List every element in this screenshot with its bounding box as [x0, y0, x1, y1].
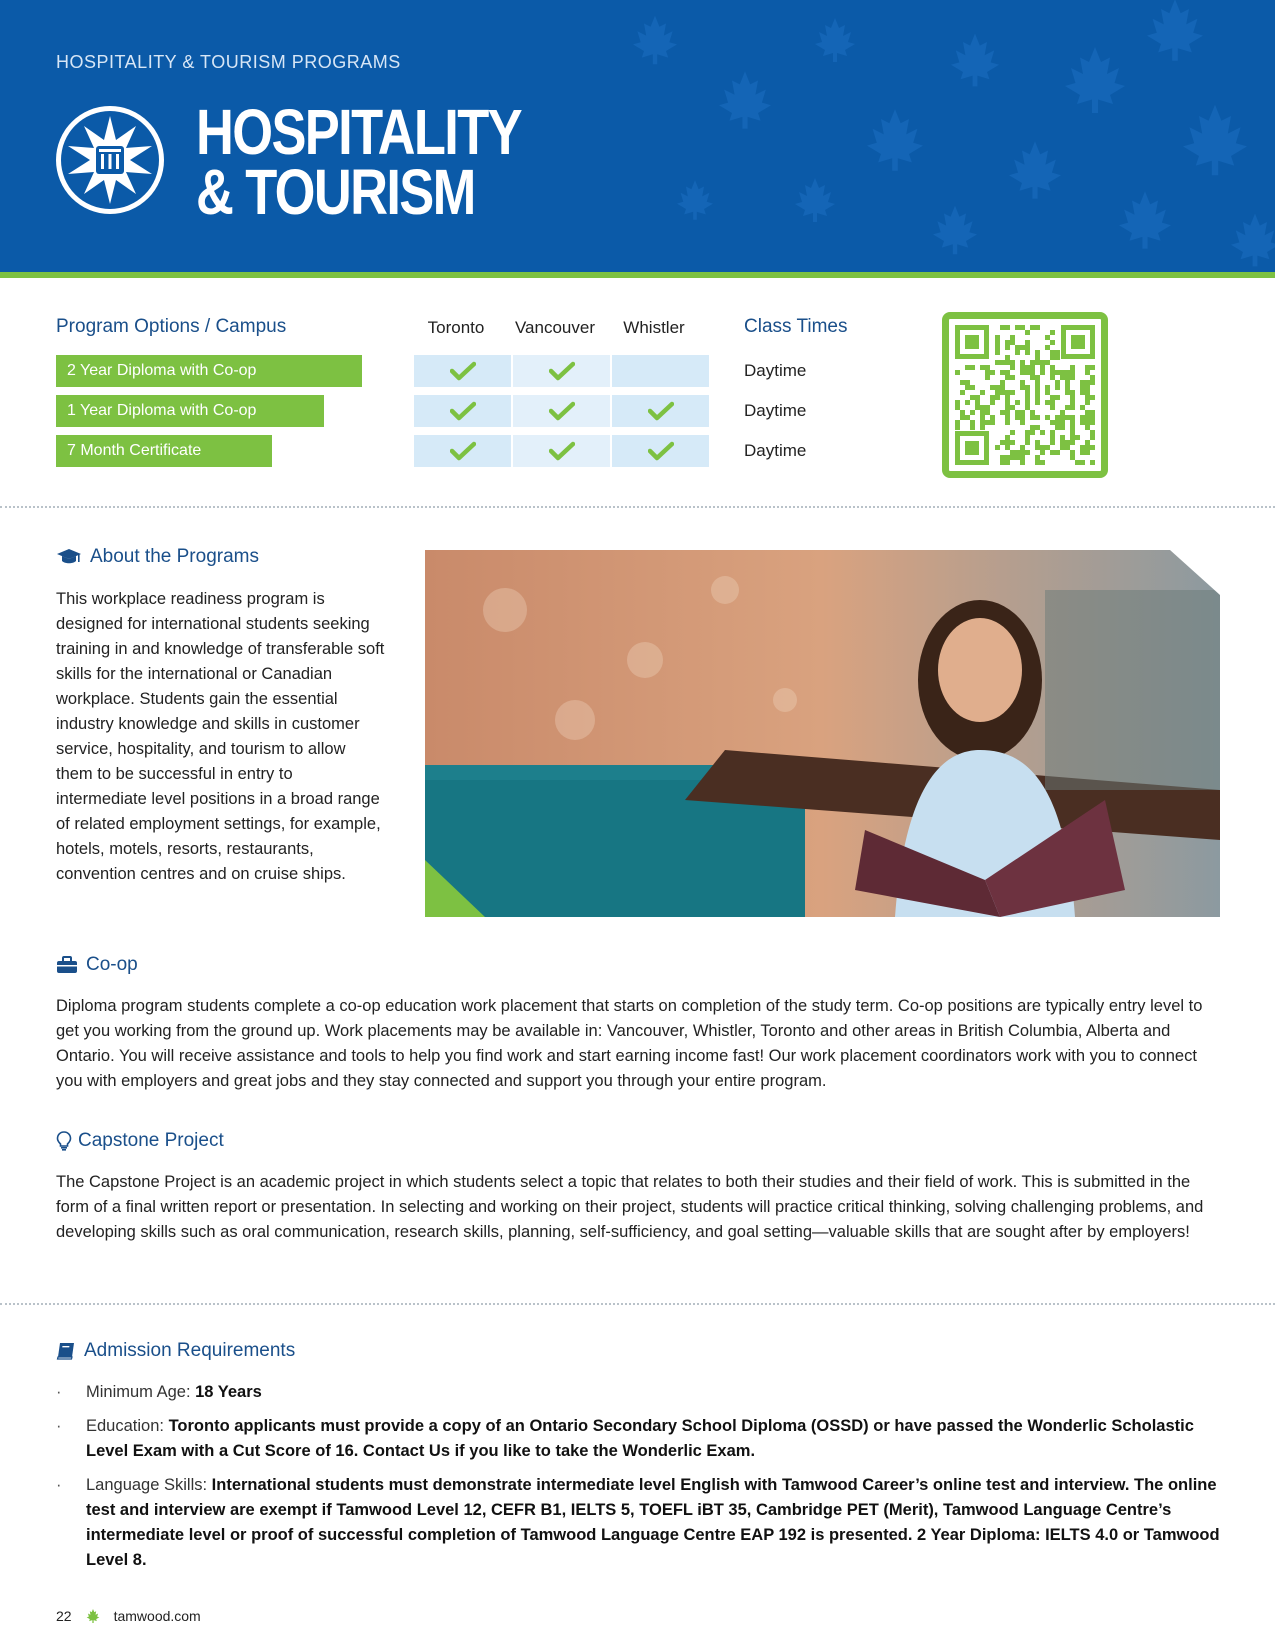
availability-cell-vancouver — [513, 395, 610, 427]
campus-header-toronto: Toronto — [427, 318, 485, 337]
capstone-text: The Capstone Project is an academic project in which students select a topic that relates to both their studies and their field of work. This is submitted in the form of a final written report or presentation. In selecting and working on their project, students will practice critical thinking, solving challenging problems, and developing skills such as oral communication, research skills, planning, self-sufficiency, and goal setting—valuable skills that are sought after by employers! — [56, 1173, 1204, 1241]
bullet: · — [56, 1383, 62, 1401]
availability-cell-vancouver — [513, 435, 610, 467]
coop-heading — [56, 954, 138, 976]
campus-header-vancouver: Vancouver — [514, 318, 595, 337]
availability-cell-toronto — [414, 435, 511, 467]
page-header — [0, 0, 1275, 272]
requirement-value: 18 Years — [195, 1383, 262, 1401]
campus-header-whistler: Whistler — [623, 318, 685, 337]
list-item — [56, 1380, 1226, 1405]
checkmark-icon — [450, 441, 476, 461]
tamwood-emblem-icon — [54, 104, 166, 216]
requirement-label: Education: — [86, 1417, 169, 1435]
program-options-title: Program Options / Campus — [56, 316, 287, 337]
section-divider — [0, 1303, 1275, 1305]
class-time: Daytime — [744, 401, 807, 420]
lightbulb-icon — [56, 1131, 72, 1151]
requirement-label: Language Skills: — [86, 1476, 212, 1494]
checkmark-icon — [648, 441, 674, 461]
qr-code-icon[interactable] — [942, 312, 1108, 478]
bullet: · — [56, 1417, 62, 1435]
program-option-bar: 1 Year Diploma with Co-op — [56, 395, 324, 427]
footer-site-link[interactable]: tamwood.com — [113, 1608, 201, 1624]
about-text: This workplace readiness program is designed for international students seeking training in and knowledge of transferable soft skills for the international or Canadian workplace. Students gain the essential industry knowledge and skills in customer service, hospitality, and tourism to allow them to be successful in entry to intermediate level positions in a broad range of related employment settings, for example, hotels, motels, resorts, restaurants, convention centres and on cruise ships. — [56, 590, 385, 883]
class-times-title: Class Times — [744, 316, 848, 337]
program-option-bar: 2 Year Diploma with Co-op — [56, 355, 362, 387]
requirement-label: Minimum Age: — [86, 1383, 196, 1401]
page-title-line1: HOSPITALITY — [196, 96, 522, 168]
availability-cell-whistler — [612, 395, 709, 427]
admission-heading — [56, 1340, 295, 1362]
coop-text: Diploma program students complete a co-op education work placement that starts on completion of the study term. Co-op positions are typically entry level to get you working from the ground up. Work placements may be available in: Vancouver, Whistler, Toronto and other areas in British Columbia, Alberta and Ontario. You will receive assistance and tools to help you find work and start earning income fast! Our work placement coordinators work with you to connect you with employers and great jobs and they stay connected and support you through your entire program. — [56, 997, 1203, 1090]
graduation-cap-icon — [56, 548, 82, 566]
availability-cell-vancouver — [513, 355, 610, 387]
checkmark-icon — [450, 401, 476, 421]
availability-cell-whistler — [612, 355, 709, 387]
section-divider — [0, 506, 1275, 508]
page-footer — [56, 1608, 201, 1624]
about-heading — [56, 546, 259, 568]
capstone-title: Capstone Project — [78, 1130, 224, 1151]
admission-list — [56, 1380, 1226, 1582]
header-kicker: HOSPITALITY & TOURISM PROGRAMS — [56, 52, 401, 72]
about-title: About the Programs — [90, 546, 259, 567]
maple-leaf-icon — [86, 1609, 100, 1623]
requirement-value: International students must demonstrate intermediate level English with Tamwood Career’s online test and interview. The online test and interview are exempt if Tamwood Level 12, CEFR B1, IELTS 5, TOEFL iBT 35, Cambridge PET (Merit), Tamwood Language Centre’s intermediate level or proof of successful completion of Tamwood Language Centre EAP 192 is presented. 2 Year Diploma: IELTS 4.0 or Tamwood Level 8. — [86, 1476, 1220, 1569]
book-icon — [56, 1342, 76, 1360]
hospitality-photo — [425, 550, 1220, 917]
checkmark-icon — [450, 361, 476, 381]
briefcase-icon — [56, 956, 78, 974]
admission-title: Admission Requirements — [84, 1340, 296, 1361]
bullet: · — [56, 1476, 62, 1494]
class-time: Daytime — [744, 361, 807, 380]
checkmark-icon — [648, 401, 674, 421]
list-item — [56, 1414, 1226, 1464]
program-option-bar: 7 Month Certificate — [56, 435, 272, 467]
capstone-heading — [56, 1130, 224, 1152]
maple-leaf-pattern — [575, 0, 1275, 272]
availability-cell-whistler — [612, 435, 709, 467]
page-number: 22 — [56, 1608, 72, 1624]
page-title-line2: & TOURISM — [196, 156, 475, 228]
checkmark-icon — [549, 361, 575, 381]
page-title — [196, 96, 522, 228]
availability-cell-toronto — [414, 395, 511, 427]
header-stripe — [0, 272, 1275, 278]
availability-cell-toronto — [414, 355, 511, 387]
requirement-value: Toronto applicants must provide a copy of an Ontario Secondary School Diploma (OSSD) or have passed the Wonderlic Scholastic Level Exam with a Cut Score of 16. Contact Us if you like to take the Wonderlic Exam. — [86, 1417, 1194, 1460]
checkmark-icon — [549, 401, 575, 421]
class-time: Daytime — [744, 441, 807, 460]
checkmark-icon — [549, 441, 575, 461]
coop-title: Co-op — [86, 954, 138, 975]
list-item — [56, 1473, 1226, 1573]
